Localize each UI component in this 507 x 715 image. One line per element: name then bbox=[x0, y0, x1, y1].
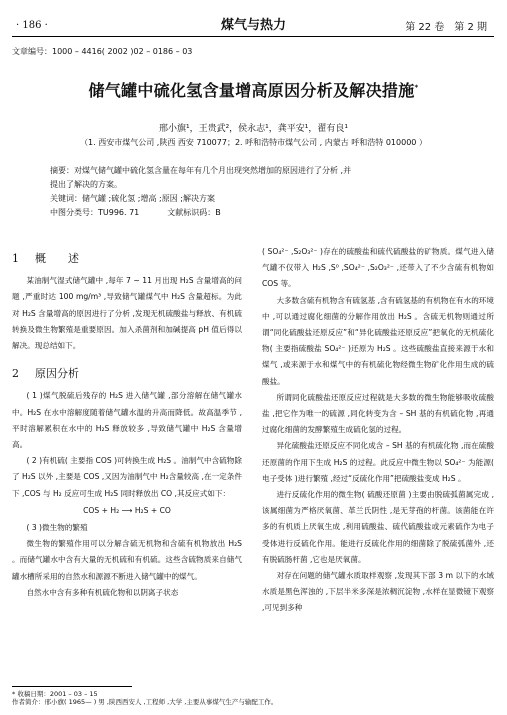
clc-number: 中图分类号：TU996. 71 bbox=[50, 208, 140, 217]
received-date: * 收稿日期：2001 – 03 – 15 bbox=[12, 690, 98, 698]
running-header bbox=[0, 12, 507, 36]
natural-water-paragraph: 自然水中含有多种有机硫化物和以阴离子状态 bbox=[26, 587, 179, 597]
cause-3-heading: ( 3 )微生物的繁殖 bbox=[26, 523, 88, 533]
article-title bbox=[0, 78, 507, 101]
right-column bbox=[262, 244, 494, 617]
title-footnote-mark: * bbox=[414, 83, 419, 92]
organic-sulfur-paragraph: 大多数含硫有机物含有硫氢基 ,含有硫氢基的有机物在有水的环境中 ,可以通过腐化细菌的分解作用放出 H₂S 。含硫无机物则通过所谓“同化硫酸盐还原反应”和“异化硫酸盐还原反应”把氧化的无机硫化物( 主要指硫酸盐 SO₄²⁻ )还原为 H₂S 。这些硫酸盐直接来源于水和煤气 ,或来源于水和煤气中的有机硫化物经微生物矿化作用生成的硫酸盐。 bbox=[262, 295, 494, 386]
page-number: · 186 · bbox=[16, 20, 48, 31]
reaction-equation: COS + H₂ ⟶ H₂S + CO bbox=[83, 505, 171, 515]
sulfate-reducing-bacteria-paragraph: 进行反硫化作用的微生物( 硫酸还原菌 )主要由脱硫弧菌属完成 ,该属细菌为严格厌氧菌、革兰氏阴性 ,是无芽孢的杆菌。该菌能在许多的有机质上厌氧生成 ,利用硫酸盐、硫代硫酸盐或元素硫作为电子受体进行反硫化作用。能进行反硫化作用的细菌除了脱硫弧菌外 ,还有脱硫肠杆菌 ,它也是厌氧菌。 bbox=[262, 490, 494, 564]
classification-line bbox=[50, 206, 450, 220]
cause-2-paragraph: ( 2 )有机硫( 主要指 COS )可转换生成 H₂S 。油制气中含硫物除了 H₂S 以外 ,主要是 COS ,又因为油制气中 H₂含量较高 ,在一定条件下 ,COS 与 H₂ 反应可生成 H₂S 同时释放出 CO ,其反应式如下： bbox=[12, 456, 242, 498]
author-list: 邢小旗¹，王贵武²，侯永志¹，龚平安¹，翟有良¹ bbox=[158, 124, 349, 134]
abstract-line-2: 提出了解决的方案。 bbox=[50, 180, 122, 189]
mineral-continuation-paragraph: ( SO₄²⁻ ,S₂O₃²⁻ )存在的硫酸盐和硫代硫酸盐的矿物质。煤气进入储气罐不仅带入 H₂S ,S⁰ ,SO₄²⁻ ,S₂O₃²⁻ ,还带入了不少含硫有机物如 COS 等。 bbox=[262, 247, 494, 289]
section-1-heading bbox=[12, 251, 242, 267]
journal-name: 煤气与热力 bbox=[220, 18, 286, 33]
assimilatory-reduction-paragraph: 所谓同化硫酸盐还原反应过程就是大多数的微生物能够吸收硫酸盐 ,把它作为唯一的硫源 ,同化转变为含 – SH 基的有机硫化物 ,再通过腐化细菌的发酵繁殖生成硫化氢的过程。 bbox=[262, 392, 494, 435]
abstract-line-1: 摘要：对煤气储气罐中硫化氢含量在每年有几个月出现突然增加的原因进行了分析 ,并 bbox=[50, 166, 352, 175]
document-code: 文献标识码：B bbox=[167, 208, 221, 217]
footnote-rule bbox=[12, 686, 132, 687]
affiliations: （1. 西安市煤气公司 ,陕西 西安 710077；2. 呼和浩特市煤气公司 , 内蒙古 呼和浩特 010000 ） bbox=[80, 138, 427, 147]
section-2-number: 2 bbox=[12, 367, 19, 381]
section-1-number: 1 bbox=[12, 252, 19, 265]
author-bio: 作者简介：邢小旗( 1965— ) 男 ,陕西西安人 ,工程师 ,大学 ,主要从事煤气生产与输配工作。 bbox=[12, 698, 278, 706]
header-rule bbox=[12, 36, 494, 37]
article-number: 文章编号：1000 – 4416( 2002 )02 – 0186 – 03 bbox=[12, 47, 193, 56]
left-column bbox=[12, 245, 242, 601]
cause-3-paragraph: 微生物的繁殖作用可以分解含硫无机物和含硫有机物放出 H₂S 。而储气罐水中含有大量的无机硫和有机硫。这些含硫物质来自储气罐水槽所采用的自然水和源源不断进入储气罐中的煤气。 bbox=[12, 539, 242, 581]
cause-1-paragraph: ( 1 )煤气脱硫后残存的 H₂S 进入储气罐 ,部分溶解在储气罐水中。H₂S 在水中溶解度随着储气罐水温的升高而降低。故高温季节 ,平时溶解累积在水中的 H₂S 释放较多 ,导致储气罐中 H₂S 含量增高。 bbox=[12, 391, 242, 450]
abstract-block bbox=[50, 164, 450, 220]
dissimilatory-reduction-paragraph: 异化硫酸盐还原反应不同化成含 – SH 基的有机硫化物 ,而在硫酸还原菌的作用下生成 H₂S 的过程。此反应中微生物以 SO₄²⁻ 为能源( 电子受体 )进行繁殖 ,经过“反硫化作用”把硫酸盐变成 H₂S 。 bbox=[262, 441, 494, 483]
volume-issue: 第 22 卷 第 2 期 bbox=[405, 22, 487, 33]
overview-paragraph: 某油制气湿式储气罐中 ,每年 7 ~ 11 月出现 H₂S 含量增高的问题 ,严重时达 100 mg/m³ ,导致储气罐煤气中 H₂S 含量超标。为此对 H₂S 含量增高的原因进行了分析 ,发现无机硫酸盐与释放、有机硫转换及微生物繁殖是重要原因。加入杀菌剂和加碱提高 pH 值后得以解决。现总结如下。 bbox=[12, 276, 242, 351]
section-1-title: 概 述 bbox=[35, 252, 79, 265]
water-sampling-paragraph: 对存在问题的储气罐水质取样观察 ,发现其下部 3 m 以下的水域水质是黑色浑浊的 ,下层半米多深是浓稠沉淀物 ,水样在显微镜下观察 ,可见到多种 bbox=[262, 571, 494, 613]
title-text: 储气罐中硫化氢含量增高原因分析及解决措施 bbox=[88, 81, 415, 100]
footnote bbox=[12, 690, 277, 706]
section-2-title: 原因分析 bbox=[35, 367, 79, 381]
section-2-heading bbox=[12, 366, 242, 382]
keywords: 关键词：储气罐 ;硫化氢 ;增高 ;原因 ;解决方案 bbox=[50, 194, 215, 203]
